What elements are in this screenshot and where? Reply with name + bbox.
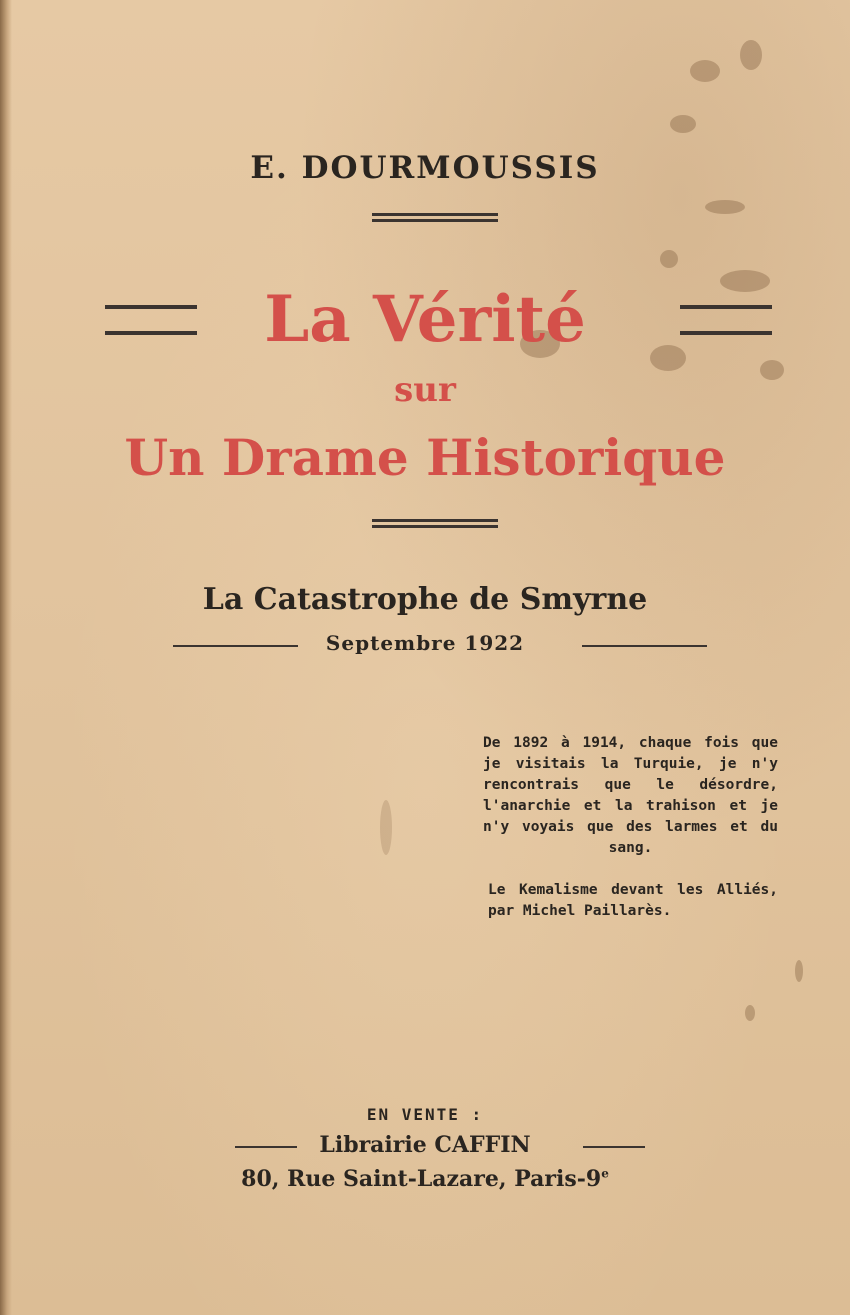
divider-rule [582, 645, 707, 647]
divider-rule [372, 519, 498, 528]
stain-mark [380, 800, 392, 855]
title-line1: La Vérité [264, 282, 586, 357]
subtitle: La Catastrophe de Smyrne [202, 582, 648, 617]
divider-rule [372, 213, 498, 222]
author-name: E. DOURMOUSSIS [250, 150, 600, 186]
sale-label: EN VENTE : [366, 1105, 484, 1124]
publisher-name: Librairie CAFFIN [319, 1132, 531, 1158]
stain-mark [740, 40, 762, 70]
title-connector: sur [394, 370, 456, 410]
title-line2: Un Drame Historique [124, 428, 726, 487]
publisher-address [0, 1166, 850, 1192]
address-text: 80, Rue Saint-Lazare, Paris-9 [241, 1166, 602, 1192]
divider-rule [583, 1146, 645, 1148]
epigraph-source: Le Kemalisme devant les Alliés, par Michel Paillarès. [488, 882, 778, 919]
stain-mark [670, 115, 696, 133]
stain-mark [660, 250, 678, 268]
divider-rule [680, 305, 772, 335]
address-suffix: e [601, 1166, 609, 1181]
stain-mark [795, 960, 803, 982]
stain-mark [690, 60, 720, 82]
stain-mark [745, 1005, 755, 1021]
stain-mark [705, 200, 745, 214]
publication-date: Septembre 1922 [325, 631, 525, 655]
epigraph-quote: De 1892 à 1914, chaque fois que je visitais la Turquie, je n'y rencontrais que le désordre, l'anarchie et la trahison et je n'y voyais que des larmes et du sang. [483, 735, 778, 856]
